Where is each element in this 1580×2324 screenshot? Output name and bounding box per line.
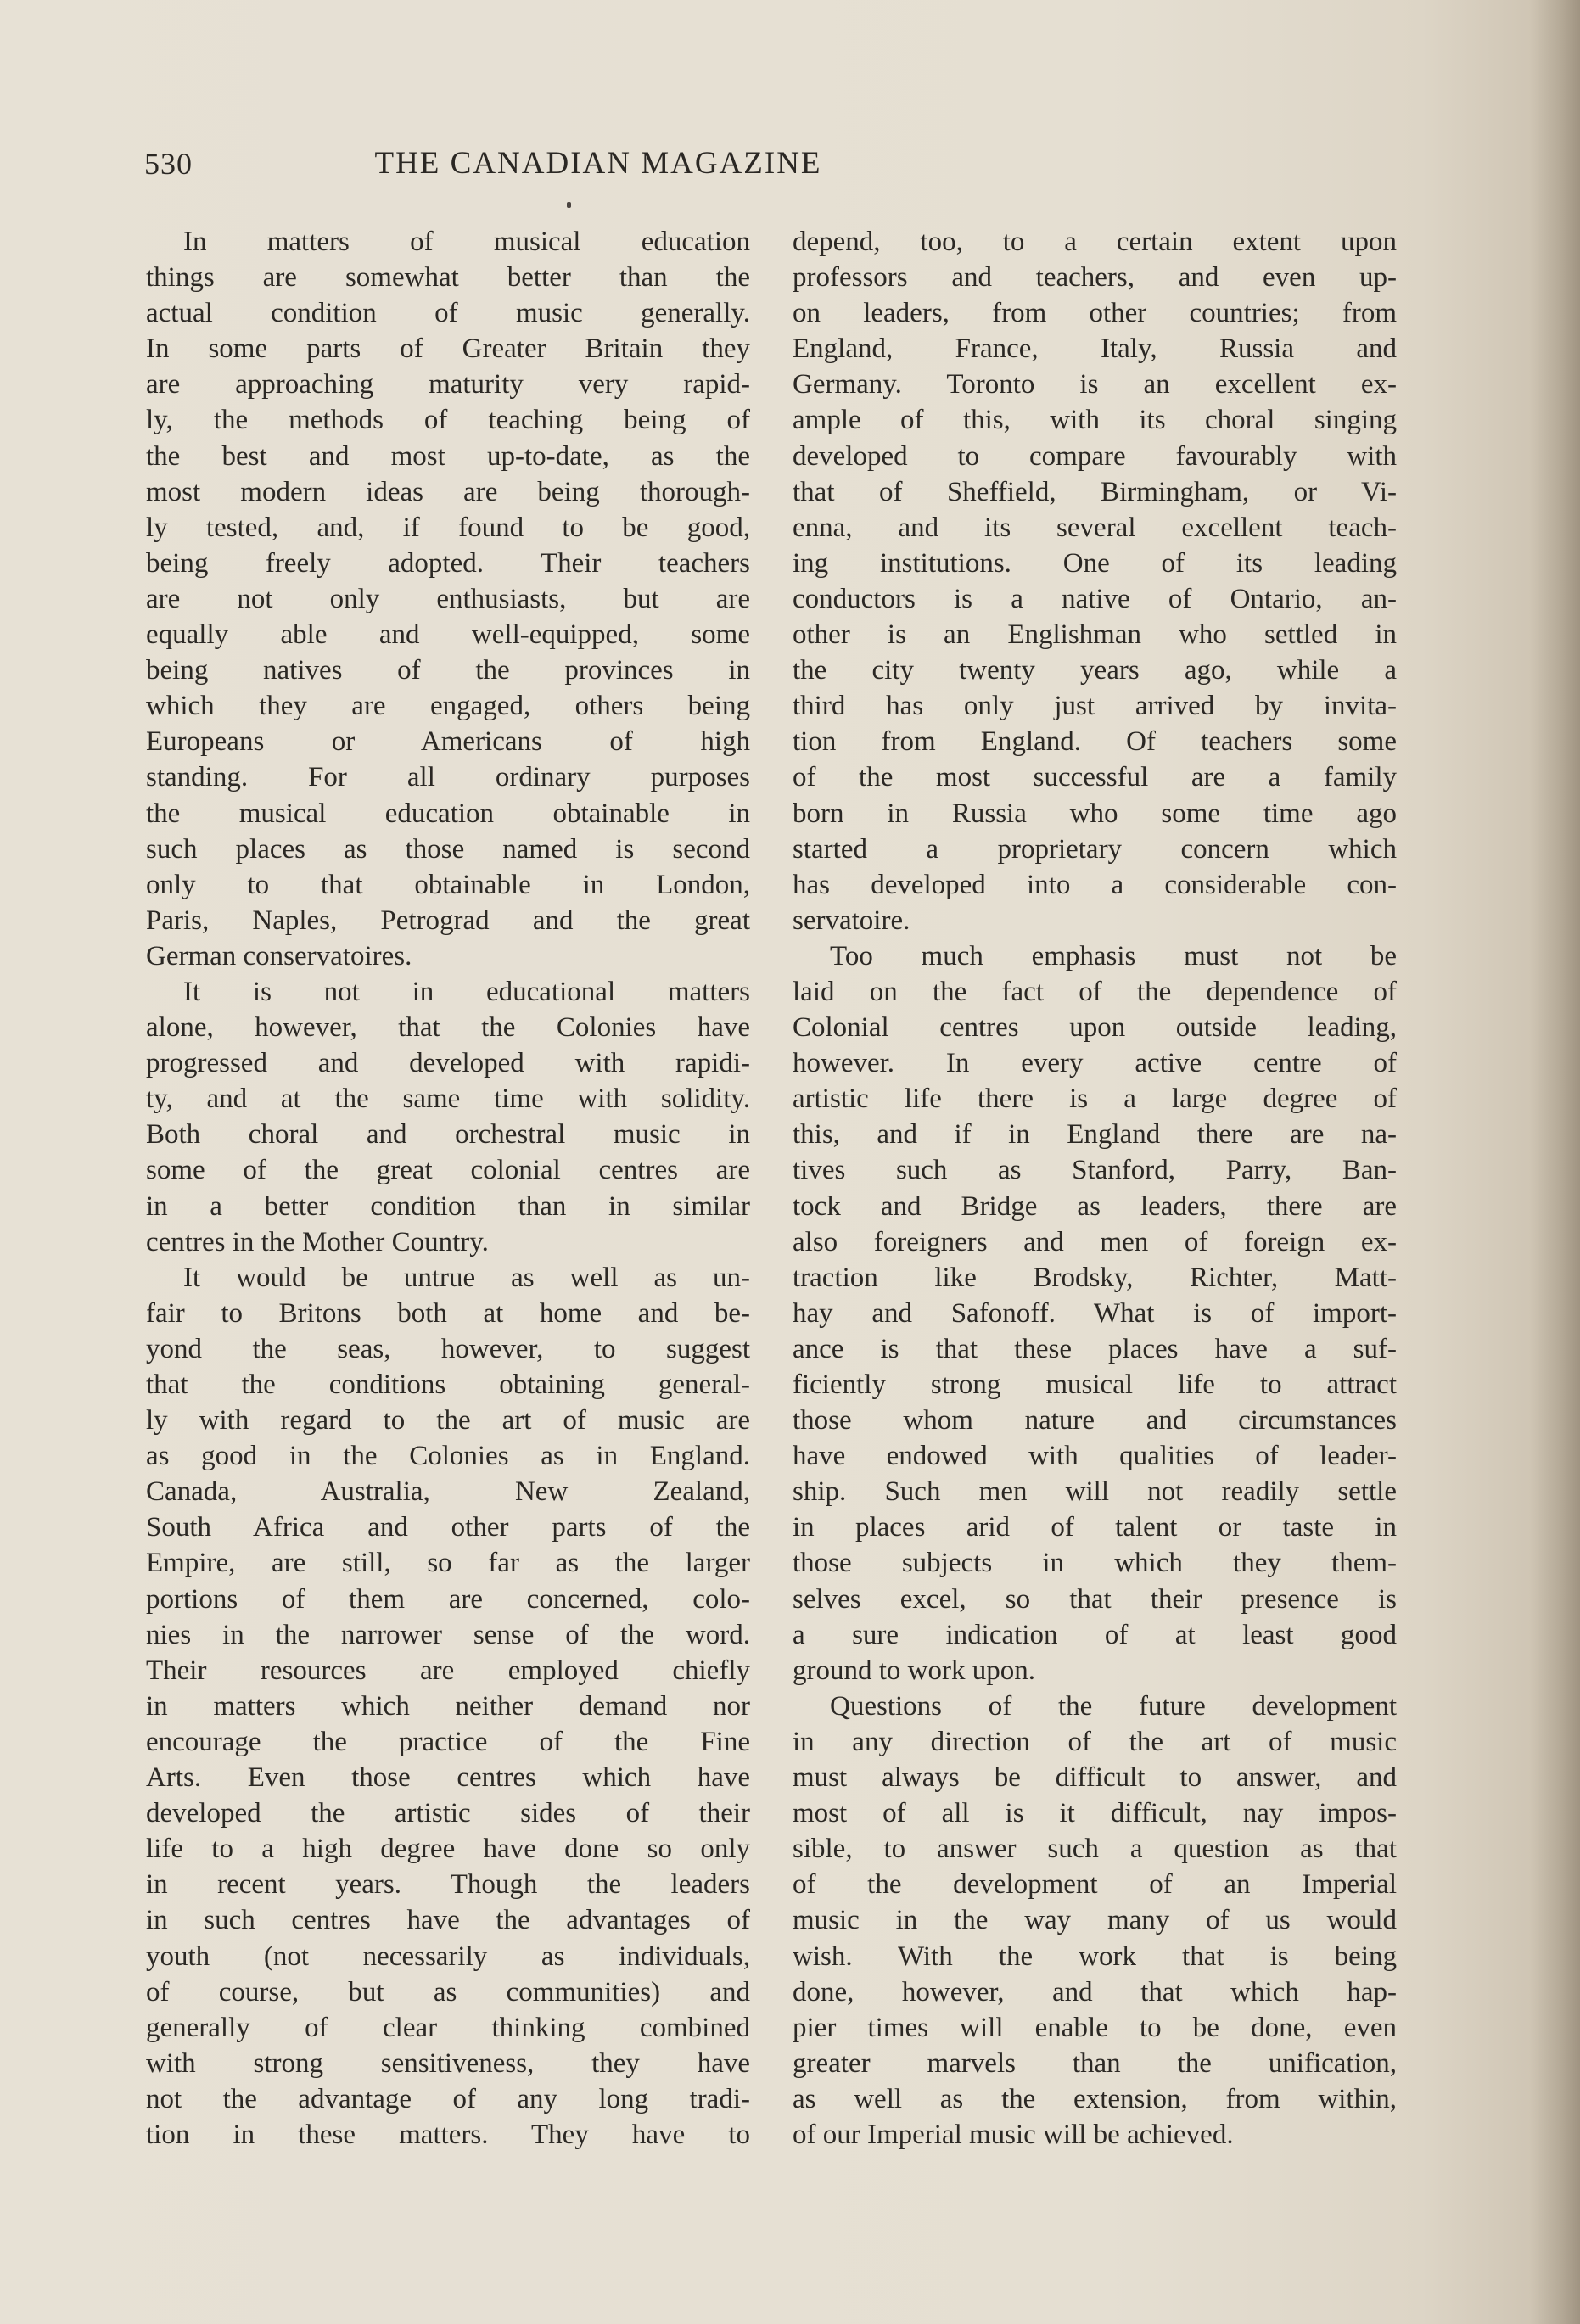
text-line: has developed into a considerable con- <box>793 869 1397 900</box>
text-line: in any direction of the art of music <box>793 1726 1397 1757</box>
text-line: Arts. Even those centres which have <box>146 1762 750 1794</box>
text-line: only to that obtainable in London, <box>146 869 750 900</box>
text-line: with strong sensitiveness, they have <box>146 2047 750 2079</box>
text-line: Germany. Toronto is an excellent ex- <box>793 369 1397 400</box>
text-line: professors and teachers, and even up- <box>793 262 1397 294</box>
text-line: however. In every active centre of <box>793 1048 1397 1079</box>
text-line: third has only just arrived by invita- <box>793 691 1397 722</box>
text-line: greater marvels than the unification, <box>793 2047 1397 2079</box>
text-line: Too much emphasis must not be <box>830 940 1397 972</box>
text-line: on leaders, from other countries; from <box>793 298 1397 329</box>
text-line: also foreigners and men of foreign ex- <box>793 1226 1397 1257</box>
text-line: tives such as Stanford, Parry, Ban- <box>793 1155 1397 1186</box>
text-line: standing. For all ordinary purposes <box>146 762 750 793</box>
text-line: ty, and at the same time with solidity. <box>146 1084 750 1115</box>
text-line: most modern ideas are being thorough- <box>146 476 750 507</box>
text-line: that the conditions obtaining general- <box>146 1369 750 1400</box>
ornament-dot <box>567 202 571 208</box>
text-line: ing institutions. One of its leading <box>793 547 1397 579</box>
text-line: of the development of an Imperial <box>793 1869 1397 1901</box>
text-line: life to a high degree have done so only <box>146 1834 750 1865</box>
text-column-left <box>146 224 750 2153</box>
text-line: of our Imperial music will be achieved. <box>793 2119 1234 2150</box>
text-line: centres in the Mother Country. <box>146 1226 489 1257</box>
text-line: South Africa and other parts of the <box>146 1512 750 1543</box>
text-line: yond the seas, however, to suggest <box>146 1333 750 1364</box>
text-line: being freely adopted. Their teachers <box>146 547 750 579</box>
text-line: being natives of the provinces in <box>146 655 750 686</box>
text-line: such places as those named is second <box>146 833 750 865</box>
text-line: encourage the practice of the Fine <box>146 1726 750 1757</box>
text-line: are not only enthusiasts, but are <box>146 583 750 614</box>
text-line: Europeans or Americans of high <box>146 726 750 758</box>
text-line: wish. With the work that is being <box>793 1940 1397 1972</box>
text-line: of the most successful are a family <box>793 762 1397 793</box>
text-line: of course, but as communities) and <box>146 1976 750 2008</box>
text-line: as well as the extension, from within, <box>793 2083 1397 2114</box>
text-line: England, France, Italy, Russia and <box>793 333 1397 365</box>
text-line: a sure indication of at least good <box>793 1619 1397 1650</box>
text-line: born in Russia who some time ago <box>793 798 1397 829</box>
text-line: ly tested, and, if found to be good, <box>146 512 750 543</box>
page-number: 530 <box>144 147 193 181</box>
text-line: developed to compare favourably with <box>793 440 1397 472</box>
text-line: ficiently strong musical life to attract <box>793 1369 1397 1400</box>
text-line: in places arid of talent or taste in <box>793 1512 1397 1543</box>
text-line: have endowed with qualities of leader- <box>793 1441 1397 1472</box>
text-line: some of the great colonial centres are <box>146 1155 750 1186</box>
text-line: pier times will enable to be done, even <box>793 2012 1397 2043</box>
text-line: nies in the narrower sense of the word. <box>146 1619 750 1650</box>
text-line: alone, however, that the Colonies have <box>146 1012 750 1044</box>
text-line: progressed and developed with rapidi- <box>146 1048 750 1079</box>
text-line: most of all is it difficult, nay impos- <box>793 1798 1397 1829</box>
text-line: It would be untrue as well as un- <box>183 1262 750 1293</box>
text-line: music in the way many of us would <box>793 1905 1397 1936</box>
text-line: that of Sheffield, Birmingham, or Vi- <box>793 476 1397 507</box>
text-line: the musical education obtainable in <box>146 798 750 829</box>
text-line: things are somewhat better than the <box>146 262 750 294</box>
text-line: ground to work upon. <box>793 1655 1035 1686</box>
text-line: sible, to answer such a question as that <box>793 1834 1397 1865</box>
text-line: Questions of the future development <box>830 1690 1397 1722</box>
text-line: this, and if in England there are na- <box>793 1119 1397 1151</box>
text-line: other is an Englishman who settled in <box>793 619 1397 651</box>
text-line: in such centres have the advantages of <box>146 1905 750 1936</box>
text-line: as good in the Colonies as in England. <box>146 1441 750 1472</box>
text-line: ly, the methods of teaching being of <box>146 405 750 436</box>
text-line: are approaching maturity very rapid- <box>146 369 750 400</box>
text-line: ample of this, with its choral singing <box>793 405 1397 436</box>
text-line: not the advantage of any long tradi- <box>146 2083 750 2114</box>
text-line: conductors is a native of Ontario, an- <box>793 583 1397 614</box>
text-line: Colonial centres upon outside leading, <box>793 1012 1397 1044</box>
text-line: those whom nature and circumstances <box>793 1405 1397 1436</box>
text-line: hay and Safonoff. What is of import- <box>793 1297 1397 1329</box>
text-line: Paris, Naples, Petrograd and the great <box>146 904 750 936</box>
text-line: which they are engaged, others being <box>146 691 750 722</box>
text-line: equally able and well-equipped, some <box>146 619 750 651</box>
text-line: traction like Brodsky, Richter, Matt- <box>793 1262 1397 1293</box>
text-line: depend, too, to a certain extent upon <box>793 227 1397 257</box>
text-line: artistic life there is a large degree of <box>793 1084 1397 1115</box>
text-line: youth (not necessarily as individuals, <box>146 1940 750 1972</box>
text-line: In matters of musical education <box>183 227 750 257</box>
text-line: the city twenty years ago, while a <box>793 655 1397 686</box>
page-edge-shadow <box>1529 0 1580 2324</box>
text-line: developed the artistic sides of their <box>146 1798 750 1829</box>
text-line: servatoire. <box>793 904 910 936</box>
text-line: tock and Bridge as leaders, there are <box>793 1190 1397 1222</box>
text-line: the best and most up-to-date, as the <box>146 440 750 472</box>
text-line: ly with regard to the art of music are <box>146 1405 750 1436</box>
text-line: ance is that these places have a suf- <box>793 1333 1397 1364</box>
text-line: laid on the fact of the dependence of <box>793 976 1397 1007</box>
text-line: portions of them are concerned, colo- <box>146 1583 750 1615</box>
running-title: THE CANADIAN MAGAZINE <box>374 146 822 181</box>
text-line: in a better condition than in similar <box>146 1190 750 1222</box>
text-line: done, however, and that which hap- <box>793 1976 1397 2008</box>
text-line: selves excel, so that their presence is <box>793 1583 1397 1615</box>
text-line: Canada, Australia, New Zealand, <box>146 1476 750 1508</box>
text-line: enna, and its several excellent teach- <box>793 512 1397 543</box>
text-line: German conservatoires. <box>146 940 412 972</box>
text-line: fair to Britons both at home and be- <box>146 1297 750 1329</box>
text-line: tion from England. Of teachers some <box>793 726 1397 758</box>
text-line: Their resources are employed chiefly <box>146 1655 750 1686</box>
text-line: must always be difficult to answer, and <box>793 1762 1397 1794</box>
running-header <box>144 143 1052 185</box>
text-line: actual condition of music generally. <box>146 298 750 329</box>
text-line: started a proprietary concern which <box>793 833 1397 865</box>
text-line: those subjects in which they them- <box>793 1548 1397 1579</box>
text-line: generally of clear thinking combined <box>146 2012 750 2043</box>
text-line: Empire, are still, so far as the larger <box>146 1548 750 1579</box>
text-column-right <box>793 224 1397 2153</box>
text-line: in matters which neither demand nor <box>146 1690 750 1722</box>
text-line: It is not in educational matters <box>183 976 750 1007</box>
text-line: Both choral and orchestral music in <box>146 1119 750 1151</box>
text-line: tion in these matters. They have to <box>146 2119 750 2150</box>
text-line: in recent years. Though the leaders <box>146 1869 750 1901</box>
text-line: In some parts of Greater Britain they <box>146 333 750 365</box>
text-line: ship. Such men will not readily settle <box>793 1476 1397 1508</box>
